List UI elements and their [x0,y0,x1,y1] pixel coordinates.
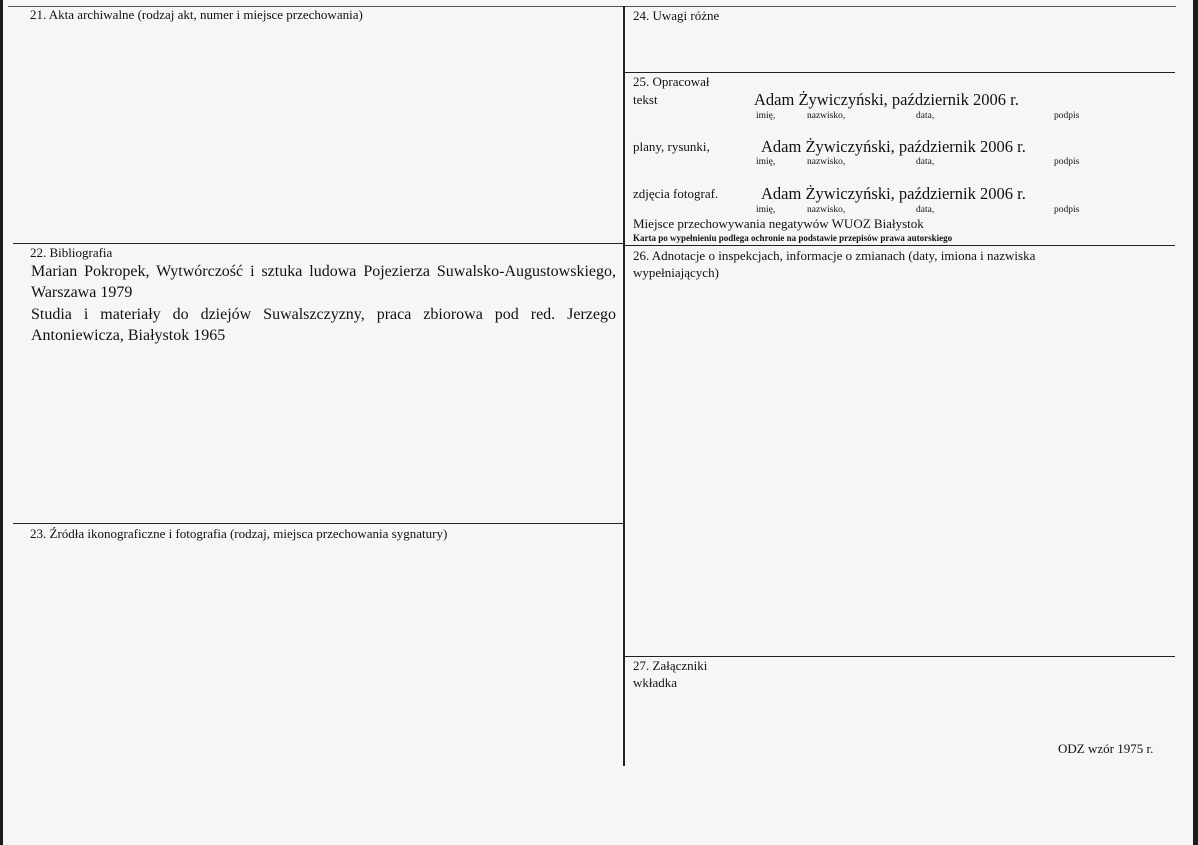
copyright-note: Karta po wypełnieniu podlega ochronie na podstawie przepisów prawa autorskiego [633,233,953,243]
divider-21-22 [13,243,624,244]
section-27-title: 27. Załączniki [633,658,708,673]
author-name-photos: Adam Żywiczyński, październik 2006 r. [761,184,1026,203]
caption-data: data, [916,157,935,167]
caption-imie: imię, [756,157,776,167]
section-24-title: 24. Uwagi różne [633,8,720,23]
caption-podpis: podpis [1054,157,1080,167]
row-label-plany: plany, rysunki, [633,139,710,154]
caption-nazwisko: nazwisko, [807,157,846,167]
row-label-tekst: tekst [633,92,658,107]
center-divider [623,6,625,766]
negatives-location: Miejsce przechowywania negatywów WUOZ Białystok [633,216,924,231]
divider-26-27 [625,656,1175,657]
attachment-value: wkładka [633,675,678,690]
section-22-title: 22. Bibliografia [30,245,113,260]
caption-podpis: podpis [1054,205,1080,215]
bibliography-entry: Studia i materiały do dziejów Suwalszczyzny, praca zbiorowa pod red. Jerzego Antoniewicza, Białystok 1965 [31,306,616,344]
divider-24-25 [625,72,1175,73]
section-26-title: 26. Adnotacje o inspekcjach, informacje o zmianach (daty, imiona i nazwiska [633,248,1036,263]
bibliography-list [31,261,616,346]
form-template-note: ODZ wzór 1975 r. [1058,741,1154,756]
caption-imie: imię, [756,205,776,215]
section-25-title: 25. Opracował [633,74,710,89]
section-23-title: 23. Źródła ikonograficzne i fotografia (rodzaj, miejsca przechowania sygnatury) [30,526,448,541]
section-26-title-cont: wypełniających) [633,265,719,280]
divider-22-23 [13,523,624,524]
caption-podpis: podpis [1054,111,1080,121]
caption-data: data, [916,205,935,215]
divider-25-26 [625,245,1175,246]
caption-imie: imię, [756,111,776,121]
caption-nazwisko: nazwisko, [807,111,846,121]
bibliography-entry: Marian Pokropek, Wytwórczość i sztuka ludowa Pojezierza Suwalsko-Augustowskiego, Warszawa 1979 [31,263,616,301]
row-label-zdjecia: zdjęcia fotograf. [633,186,719,201]
author-name-text: Adam Żywiczyński, październik 2006 r. [754,90,1019,109]
caption-nazwisko: nazwisko, [807,205,846,215]
author-name-plans: Adam Żywiczyński, październik 2006 r. [761,137,1026,156]
section-21-title: 21. Akta archiwalne (rodzaj akt, numer i miejsce przechowania) [30,7,363,22]
form-sheet [3,0,1193,845]
caption-data: data, [916,111,935,121]
